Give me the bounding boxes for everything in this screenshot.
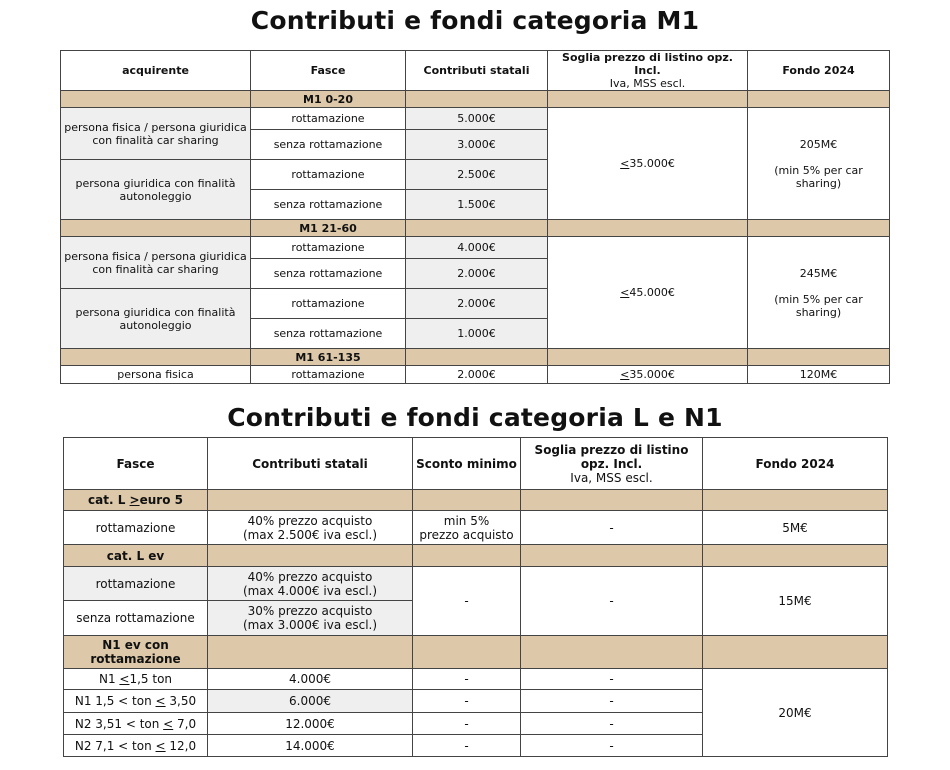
fund-amount: 245M€: [799, 266, 838, 280]
soglia-sub: Iva, MSS escl.: [570, 470, 653, 485]
ln1-title: Contributi e fondi categoria L e N1: [227, 403, 723, 432]
contrib-cell: 2.000€: [406, 259, 548, 289]
contrib-cell: 3.000€: [406, 130, 548, 160]
band-cell: N2 3,51 < ton < 7,0: [64, 713, 208, 735]
buyer-cell: persona fisica / persona giuridica con finalità car sharing: [61, 237, 251, 289]
table-row: [61, 237, 890, 259]
buyer-cell: persona fisica / persona giuridica con finalità car sharing: [61, 108, 251, 160]
band-cell: senza rottamazione: [251, 190, 406, 220]
contrib-cell: 1.500€: [406, 190, 548, 220]
section-row: [61, 349, 890, 366]
contrib-cell: 5.000€: [406, 108, 548, 130]
band-cell: senza rottamazione: [251, 130, 406, 160]
section-label: M1 61-135: [251, 349, 406, 366]
discount-cell: -: [413, 713, 521, 735]
table-row: [61, 108, 890, 130]
contrib-cell: 12.000€: [208, 713, 413, 735]
fund-cell: [748, 108, 890, 220]
header-contributi: Contributi statali: [406, 51, 548, 91]
discount-cell: -: [413, 690, 521, 713]
contrib-cell: 14.000€: [208, 735, 413, 757]
section-label: M1 21-60: [251, 220, 406, 237]
discount-cell: -: [413, 669, 521, 690]
band-cell: rottamazione: [251, 237, 406, 259]
section-label: cat. L >euro 5: [64, 490, 208, 511]
fund-cell: 120M€: [748, 366, 890, 384]
band-cell: rottamazione: [251, 160, 406, 190]
fund-cell: [748, 237, 890, 349]
section-row: [64, 636, 888, 669]
band-cell: rottamazione: [251, 289, 406, 319]
m1-table: [60, 50, 890, 384]
band-cell: senza rottamazione: [64, 601, 208, 636]
ln1-header-row: [64, 438, 888, 490]
band-cell: N1 <1,5 ton: [64, 669, 208, 690]
contrib-cell: 40% prezzo acquisto (max 2.500€ iva escl.): [208, 511, 413, 545]
threshold-cell: <35.000€: [548, 366, 748, 384]
section-row: [61, 220, 890, 237]
contrib-cell: 30% prezzo acquisto (max 3.000€ iva escl.): [208, 601, 413, 636]
band-cell: N1 1,5 < ton < 3,50: [64, 690, 208, 713]
header-fondo: Fondo 2024: [748, 51, 890, 91]
fund-cell: 15M€: [703, 567, 888, 636]
m1-header-row: [61, 51, 890, 91]
band-cell: rottamazione: [64, 511, 208, 545]
threshold-cell: -: [521, 690, 703, 713]
band-cell: N2 7,1 < ton < 12,0: [64, 735, 208, 757]
fund-cell: 5M€: [703, 511, 888, 545]
contrib-cell: 4.000€: [406, 237, 548, 259]
band-cell: senza rottamazione: [251, 319, 406, 349]
threshold-cell: -: [521, 511, 703, 545]
header-fondo: Fondo 2024: [703, 438, 888, 490]
section-row: [64, 545, 888, 567]
m1-title: Contributi e fondi categoria M1: [250, 6, 700, 35]
table-row: [64, 669, 888, 690]
buyer-cell: persona fisica: [61, 366, 251, 384]
fund-cell: 20M€: [703, 669, 888, 757]
table-row: [64, 511, 888, 545]
fund-note: (min 5% per car sharing): [774, 292, 863, 319]
header-acquirente: acquirente: [61, 51, 251, 91]
contrib-cell: 4.000€: [208, 669, 413, 690]
contrib-cell: 40% prezzo acquisto (max 4.000€ iva escl.): [208, 567, 413, 601]
discount-cell: min 5% prezzo acquisto: [413, 511, 521, 545]
soglia-sub: Iva, MSS escl.: [609, 77, 686, 90]
discount-cell: -: [413, 735, 521, 757]
contrib-cell: 6.000€: [208, 690, 413, 713]
band-cell: rottamazione: [251, 108, 406, 130]
section-label: N1 ev con rottamazione: [64, 636, 208, 669]
soglia-main: Soglia prezzo di listino opz. Incl.: [534, 442, 689, 471]
table-row: [61, 366, 890, 384]
section-row: [64, 490, 888, 511]
threshold-cell: <45.000€: [548, 237, 748, 349]
section-label: cat. L ev: [64, 545, 208, 567]
section-row: [61, 91, 890, 108]
contrib-cell: 2.000€: [406, 366, 548, 384]
soglia-main: Soglia prezzo di listino opz. Incl.: [562, 51, 733, 77]
threshold-cell: <35.000€: [548, 108, 748, 220]
threshold-cell: -: [521, 567, 703, 636]
header-sconto: Sconto minimo: [413, 438, 521, 490]
contrib-cell: 2.000€: [406, 289, 548, 319]
header-fasce: Fasce: [64, 438, 208, 490]
buyer-cell: persona giuridica con finalità autonoleggio: [61, 289, 251, 349]
contrib-cell: 1.000€: [406, 319, 548, 349]
band-cell: rottamazione: [251, 366, 406, 384]
header-contributi: Contributi statali: [208, 438, 413, 490]
ln1-table: [63, 437, 888, 757]
header-soglia: [548, 51, 748, 91]
header-soglia: [521, 438, 703, 490]
threshold-cell: -: [521, 713, 703, 735]
fund-note: (min 5% per car sharing): [774, 163, 863, 190]
discount-cell: -: [413, 567, 521, 636]
band-cell: senza rottamazione: [251, 259, 406, 289]
header-fasce: Fasce: [251, 51, 406, 91]
table-row: [64, 567, 888, 601]
contrib-cell: 2.500€: [406, 160, 548, 190]
buyer-cell: persona giuridica con finalità autonoleggio: [61, 160, 251, 220]
threshold-cell: -: [521, 669, 703, 690]
band-cell: rottamazione: [64, 567, 208, 601]
fund-amount: 205M€: [799, 137, 838, 151]
threshold-cell: -: [521, 735, 703, 757]
section-label: M1 0-20: [251, 91, 406, 108]
